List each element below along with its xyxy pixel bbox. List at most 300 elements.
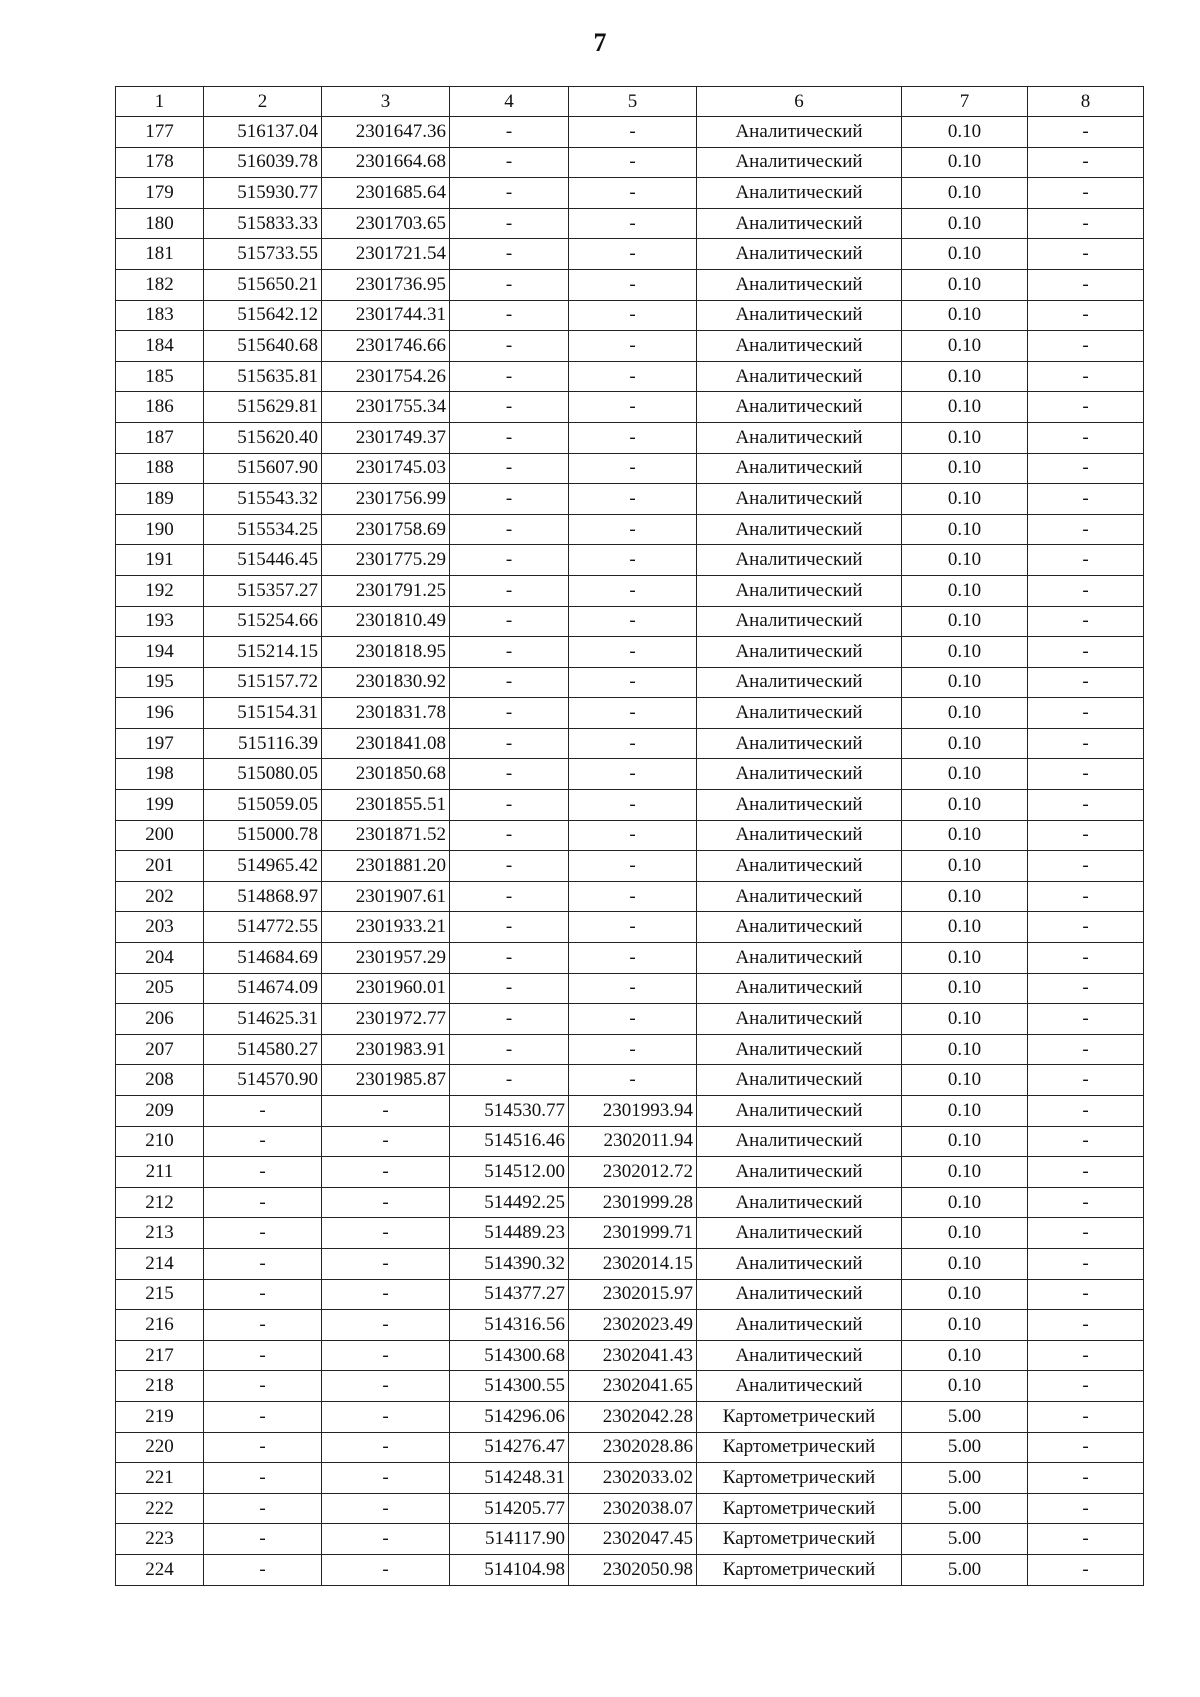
y-old-cell: -: [322, 1493, 450, 1524]
description-cell: -: [1028, 1126, 1144, 1157]
point-number-cell: 191: [116, 545, 204, 576]
table-row: [116, 1218, 1144, 1249]
accuracy-cell: 0.10: [902, 820, 1028, 851]
table-row: [116, 147, 1144, 178]
x-new-cell: -: [450, 912, 569, 943]
description-cell: -: [1028, 1340, 1144, 1371]
y-new-cell: -: [569, 637, 697, 668]
x-new-cell: 514104.98: [450, 1554, 569, 1585]
method-cell: Аналитический: [697, 790, 902, 821]
description-cell: -: [1028, 851, 1144, 882]
point-number-cell: 222: [116, 1493, 204, 1524]
method-cell: Аналитический: [697, 1096, 902, 1127]
description-cell: -: [1028, 1493, 1144, 1524]
method-cell: Аналитический: [697, 575, 902, 606]
y-old-cell: 2301744.31: [322, 300, 450, 331]
x-new-cell: -: [450, 698, 569, 729]
x-old-cell: 515629.81: [204, 392, 322, 423]
table-row: [116, 514, 1144, 545]
point-number-cell: 217: [116, 1340, 204, 1371]
y-old-cell: -: [322, 1310, 450, 1341]
y-new-cell: 2302023.49: [569, 1310, 697, 1341]
method-cell: Аналитический: [697, 881, 902, 912]
x-old-cell: 515930.77: [204, 178, 322, 209]
x-new-cell: -: [450, 728, 569, 759]
table-row: [116, 484, 1144, 515]
x-old-cell: 514674.09: [204, 973, 322, 1004]
column-header: 4: [450, 87, 569, 117]
accuracy-cell: 0.10: [902, 1096, 1028, 1127]
point-number-cell: 216: [116, 1310, 204, 1341]
point-number-cell: 178: [116, 147, 204, 178]
accuracy-cell: 0.10: [902, 728, 1028, 759]
accuracy-cell: 0.10: [902, 667, 1028, 698]
method-cell: Картометрический: [697, 1401, 902, 1432]
x-old-cell: 515642.12: [204, 300, 322, 331]
column-header: 8: [1028, 87, 1144, 117]
description-cell: -: [1028, 637, 1144, 668]
y-old-cell: 2301841.08: [322, 728, 450, 759]
y-new-cell: 2302012.72: [569, 1157, 697, 1188]
description-cell: -: [1028, 392, 1144, 423]
y-new-cell: 2302042.28: [569, 1401, 697, 1432]
point-number-cell: 219: [116, 1401, 204, 1432]
method-cell: Аналитический: [697, 943, 902, 974]
y-new-cell: -: [569, 147, 697, 178]
point-number-cell: 186: [116, 392, 204, 423]
point-number-cell: 208: [116, 1065, 204, 1096]
table-row: [116, 1157, 1144, 1188]
x-old-cell: -: [204, 1432, 322, 1463]
accuracy-cell: 0.10: [902, 422, 1028, 453]
column-header: 2: [204, 87, 322, 117]
method-cell: Аналитический: [697, 361, 902, 392]
accuracy-cell: 0.10: [902, 1371, 1028, 1402]
description-cell: -: [1028, 1187, 1144, 1218]
y-new-cell: -: [569, 728, 697, 759]
accuracy-cell: 0.10: [902, 1065, 1028, 1096]
y-old-cell: 2301745.03: [322, 453, 450, 484]
accuracy-cell: 0.10: [902, 1310, 1028, 1341]
x-new-cell: -: [450, 269, 569, 300]
table-row: [116, 361, 1144, 392]
point-number-cell: 212: [116, 1187, 204, 1218]
y-old-cell: 2301907.61: [322, 881, 450, 912]
method-cell: Аналитический: [697, 1126, 902, 1157]
y-new-cell: -: [569, 943, 697, 974]
table-row: [116, 1432, 1144, 1463]
y-new-cell: 2302028.86: [569, 1432, 697, 1463]
table-row: [116, 667, 1144, 698]
x-new-cell: -: [450, 117, 569, 148]
point-number-cell: 203: [116, 912, 204, 943]
method-cell: Аналитический: [697, 973, 902, 1004]
column-header: 1: [116, 87, 204, 117]
accuracy-cell: 0.10: [902, 300, 1028, 331]
x-old-cell: -: [204, 1248, 322, 1279]
table-row: [116, 208, 1144, 239]
table-row: [116, 1096, 1144, 1127]
x-new-cell: -: [450, 790, 569, 821]
point-number-cell: 211: [116, 1157, 204, 1188]
y-old-cell: -: [322, 1126, 450, 1157]
x-old-cell: -: [204, 1310, 322, 1341]
point-number-cell: 187: [116, 422, 204, 453]
point-number-cell: 184: [116, 331, 204, 362]
y-old-cell: 2301830.92: [322, 667, 450, 698]
table-row: [116, 728, 1144, 759]
table-row: [116, 453, 1144, 484]
table-row: [116, 790, 1144, 821]
y-new-cell: -: [569, 453, 697, 484]
point-number-cell: 181: [116, 239, 204, 270]
column-header: 3: [322, 87, 450, 117]
y-old-cell: -: [322, 1463, 450, 1494]
description-cell: -: [1028, 728, 1144, 759]
y-old-cell: -: [322, 1187, 450, 1218]
x-old-cell: 515154.31: [204, 698, 322, 729]
description-cell: -: [1028, 117, 1144, 148]
y-new-cell: -: [569, 361, 697, 392]
x-old-cell: 515214.15: [204, 637, 322, 668]
description-cell: -: [1028, 1371, 1144, 1402]
method-cell: Аналитический: [697, 239, 902, 270]
x-old-cell: 515116.39: [204, 728, 322, 759]
accuracy-cell: 0.10: [902, 1248, 1028, 1279]
y-old-cell: -: [322, 1371, 450, 1402]
method-cell: Аналитический: [697, 1248, 902, 1279]
y-new-cell: -: [569, 606, 697, 637]
description-cell: -: [1028, 300, 1144, 331]
x-old-cell: -: [204, 1463, 322, 1494]
y-new-cell: -: [569, 178, 697, 209]
point-number-cell: 218: [116, 1371, 204, 1402]
y-new-cell: -: [569, 973, 697, 1004]
accuracy-cell: 0.10: [902, 545, 1028, 576]
description-cell: -: [1028, 1463, 1144, 1494]
method-cell: Картометрический: [697, 1432, 902, 1463]
x-new-cell: 514296.06: [450, 1401, 569, 1432]
description-cell: -: [1028, 1157, 1144, 1188]
y-new-cell: -: [569, 1065, 697, 1096]
method-cell: Аналитический: [697, 392, 902, 423]
x-old-cell: 514868.97: [204, 881, 322, 912]
method-cell: Аналитический: [697, 1004, 902, 1035]
description-cell: -: [1028, 1004, 1144, 1035]
x-old-cell: 515733.55: [204, 239, 322, 270]
table-row: [116, 1493, 1144, 1524]
description-cell: -: [1028, 147, 1144, 178]
table-row: [116, 1340, 1144, 1371]
y-new-cell: -: [569, 484, 697, 515]
x-old-cell: 515254.66: [204, 606, 322, 637]
y-new-cell: -: [569, 790, 697, 821]
accuracy-cell: 0.10: [902, 484, 1028, 515]
description-cell: -: [1028, 422, 1144, 453]
accuracy-cell: 0.10: [902, 1187, 1028, 1218]
y-new-cell: 2302015.97: [569, 1279, 697, 1310]
x-old-cell: 514580.27: [204, 1034, 322, 1065]
x-new-cell: 514530.77: [450, 1096, 569, 1127]
x-old-cell: -: [204, 1279, 322, 1310]
y-old-cell: 2301758.69: [322, 514, 450, 545]
column-header: 6: [697, 87, 902, 117]
x-old-cell: -: [204, 1554, 322, 1585]
method-cell: Картометрический: [697, 1554, 902, 1585]
point-number-cell: 177: [116, 117, 204, 148]
method-cell: Картометрический: [697, 1524, 902, 1555]
point-number-cell: 207: [116, 1034, 204, 1065]
x-new-cell: -: [450, 392, 569, 423]
y-new-cell: 2302050.98: [569, 1554, 697, 1585]
point-number-cell: 209: [116, 1096, 204, 1127]
x-old-cell: 515833.33: [204, 208, 322, 239]
y-new-cell: -: [569, 331, 697, 362]
x-old-cell: -: [204, 1340, 322, 1371]
x-new-cell: 514117.90: [450, 1524, 569, 1555]
x-old-cell: 515059.05: [204, 790, 322, 821]
y-new-cell: -: [569, 545, 697, 576]
y-old-cell: 2301749.37: [322, 422, 450, 453]
x-old-cell: 516137.04: [204, 117, 322, 148]
accuracy-cell: 0.10: [902, 1126, 1028, 1157]
x-new-cell: 514248.31: [450, 1463, 569, 1494]
point-number-cell: 213: [116, 1218, 204, 1249]
table-row: [116, 1279, 1144, 1310]
y-old-cell: 2301818.95: [322, 637, 450, 668]
description-cell: -: [1028, 1096, 1144, 1127]
accuracy-cell: 0.10: [902, 147, 1028, 178]
y-new-cell: -: [569, 269, 697, 300]
method-cell: Аналитический: [697, 1340, 902, 1371]
y-old-cell: 2301850.68: [322, 759, 450, 790]
table-row: [116, 1034, 1144, 1065]
x-new-cell: 514489.23: [450, 1218, 569, 1249]
table-header-row: [116, 87, 1144, 117]
table-row: [116, 117, 1144, 148]
method-cell: Аналитический: [697, 698, 902, 729]
method-cell: Аналитический: [697, 1065, 902, 1096]
x-new-cell: -: [450, 1065, 569, 1096]
x-new-cell: 514512.00: [450, 1157, 569, 1188]
y-old-cell: 2301871.52: [322, 820, 450, 851]
y-new-cell: -: [569, 208, 697, 239]
method-cell: Аналитический: [697, 851, 902, 882]
table-row: [116, 1463, 1144, 1494]
point-number-cell: 221: [116, 1463, 204, 1494]
method-cell: Аналитический: [697, 1034, 902, 1065]
point-number-cell: 195: [116, 667, 204, 698]
description-cell: -: [1028, 1279, 1144, 1310]
description-cell: -: [1028, 1401, 1144, 1432]
x-old-cell: -: [204, 1187, 322, 1218]
accuracy-cell: 0.10: [902, 637, 1028, 668]
point-number-cell: 198: [116, 759, 204, 790]
x-new-cell: 514377.27: [450, 1279, 569, 1310]
description-cell: -: [1028, 361, 1144, 392]
y-new-cell: -: [569, 239, 697, 270]
x-old-cell: 515446.45: [204, 545, 322, 576]
table-row: [116, 698, 1144, 729]
table-row: [116, 1554, 1144, 1585]
y-old-cell: 2301791.25: [322, 575, 450, 606]
y-old-cell: 2301746.66: [322, 331, 450, 362]
table-row: [116, 300, 1144, 331]
accuracy-cell: 0.10: [902, 759, 1028, 790]
x-new-cell: -: [450, 667, 569, 698]
y-new-cell: 2301999.28: [569, 1187, 697, 1218]
description-cell: -: [1028, 453, 1144, 484]
description-cell: -: [1028, 698, 1144, 729]
point-number-cell: 204: [116, 943, 204, 974]
coordinates-table: [115, 86, 1144, 1586]
method-cell: Аналитический: [697, 484, 902, 515]
y-old-cell: 2301985.87: [322, 1065, 450, 1096]
method-cell: Аналитический: [697, 208, 902, 239]
x-old-cell: -: [204, 1524, 322, 1555]
method-cell: Аналитический: [697, 1310, 902, 1341]
method-cell: Аналитический: [697, 667, 902, 698]
table-row: [116, 1401, 1144, 1432]
x-new-cell: -: [450, 575, 569, 606]
y-new-cell: 2302033.02: [569, 1463, 697, 1494]
y-old-cell: 2301755.34: [322, 392, 450, 423]
x-new-cell: -: [450, 820, 569, 851]
description-cell: -: [1028, 269, 1144, 300]
method-cell: Аналитический: [697, 728, 902, 759]
x-old-cell: -: [204, 1371, 322, 1402]
y-old-cell: -: [322, 1340, 450, 1371]
x-new-cell: 514390.32: [450, 1248, 569, 1279]
point-number-cell: 182: [116, 269, 204, 300]
method-cell: Аналитический: [697, 912, 902, 943]
y-new-cell: -: [569, 881, 697, 912]
x-old-cell: -: [204, 1096, 322, 1127]
accuracy-cell: 5.00: [902, 1554, 1028, 1585]
table-row: [116, 1524, 1144, 1555]
table-row: [116, 1065, 1144, 1096]
description-cell: -: [1028, 881, 1144, 912]
method-cell: Аналитический: [697, 1187, 902, 1218]
y-new-cell: -: [569, 514, 697, 545]
point-number-cell: 201: [116, 851, 204, 882]
point-number-cell: 210: [116, 1126, 204, 1157]
x-new-cell: -: [450, 1034, 569, 1065]
y-old-cell: 2301721.54: [322, 239, 450, 270]
method-cell: Аналитический: [697, 514, 902, 545]
accuracy-cell: 0.10: [902, 453, 1028, 484]
point-number-cell: 179: [116, 178, 204, 209]
table-row: [116, 1004, 1144, 1035]
table-row: [116, 178, 1144, 209]
accuracy-cell: 0.10: [902, 1034, 1028, 1065]
point-number-cell: 196: [116, 698, 204, 729]
x-new-cell: -: [450, 484, 569, 515]
y-new-cell: -: [569, 851, 697, 882]
point-number-cell: 192: [116, 575, 204, 606]
x-old-cell: -: [204, 1126, 322, 1157]
description-cell: -: [1028, 790, 1144, 821]
y-old-cell: 2301983.91: [322, 1034, 450, 1065]
table-row: [116, 820, 1144, 851]
accuracy-cell: 0.10: [902, 575, 1028, 606]
x-new-cell: -: [450, 147, 569, 178]
x-new-cell: 514300.68: [450, 1340, 569, 1371]
description-cell: -: [1028, 912, 1144, 943]
x-old-cell: 515357.27: [204, 575, 322, 606]
table-row: [116, 637, 1144, 668]
description-cell: -: [1028, 1310, 1144, 1341]
x-new-cell: -: [450, 1004, 569, 1035]
table-row: [116, 881, 1144, 912]
x-old-cell: 515534.25: [204, 514, 322, 545]
x-new-cell: -: [450, 973, 569, 1004]
table-row: [116, 1310, 1144, 1341]
method-cell: Аналитический: [697, 1279, 902, 1310]
y-old-cell: 2301754.26: [322, 361, 450, 392]
accuracy-cell: 0.10: [902, 1279, 1028, 1310]
method-cell: Аналитический: [697, 453, 902, 484]
x-old-cell: 515620.40: [204, 422, 322, 453]
x-new-cell: -: [450, 881, 569, 912]
y-new-cell: 2302041.43: [569, 1340, 697, 1371]
y-old-cell: 2301664.68: [322, 147, 450, 178]
accuracy-cell: 0.10: [902, 1004, 1028, 1035]
x-old-cell: 515543.32: [204, 484, 322, 515]
description-cell: -: [1028, 1432, 1144, 1463]
description-cell: -: [1028, 239, 1144, 270]
x-new-cell: -: [450, 514, 569, 545]
description-cell: -: [1028, 514, 1144, 545]
y-new-cell: -: [569, 912, 697, 943]
x-old-cell: 516039.78: [204, 147, 322, 178]
point-number-cell: 220: [116, 1432, 204, 1463]
y-old-cell: -: [322, 1554, 450, 1585]
y-old-cell: 2301810.49: [322, 606, 450, 637]
y-old-cell: -: [322, 1524, 450, 1555]
y-old-cell: 2301957.29: [322, 943, 450, 974]
table-row: [116, 575, 1144, 606]
accuracy-cell: 0.10: [902, 1218, 1028, 1249]
method-cell: Аналитический: [697, 637, 902, 668]
accuracy-cell: 0.10: [902, 178, 1028, 209]
y-new-cell: 2302038.07: [569, 1493, 697, 1524]
point-number-cell: 190: [116, 514, 204, 545]
description-cell: -: [1028, 545, 1144, 576]
accuracy-cell: 5.00: [902, 1463, 1028, 1494]
table-row: [116, 606, 1144, 637]
method-cell: Аналитический: [697, 820, 902, 851]
description-cell: -: [1028, 667, 1144, 698]
table-row: [116, 973, 1144, 1004]
accuracy-cell: 0.10: [902, 973, 1028, 1004]
y-old-cell: -: [322, 1248, 450, 1279]
x-new-cell: 514516.46: [450, 1126, 569, 1157]
description-cell: -: [1028, 1524, 1144, 1555]
table-row: [116, 331, 1144, 362]
method-cell: Аналитический: [697, 331, 902, 362]
x-old-cell: 514570.90: [204, 1065, 322, 1096]
x-old-cell: 515157.72: [204, 667, 322, 698]
accuracy-cell: 5.00: [902, 1401, 1028, 1432]
description-cell: -: [1028, 1218, 1144, 1249]
x-new-cell: -: [450, 178, 569, 209]
x-new-cell: 514316.56: [450, 1310, 569, 1341]
y-new-cell: -: [569, 820, 697, 851]
point-number-cell: 223: [116, 1524, 204, 1555]
accuracy-cell: 0.10: [902, 851, 1028, 882]
y-old-cell: 2301972.77: [322, 1004, 450, 1035]
